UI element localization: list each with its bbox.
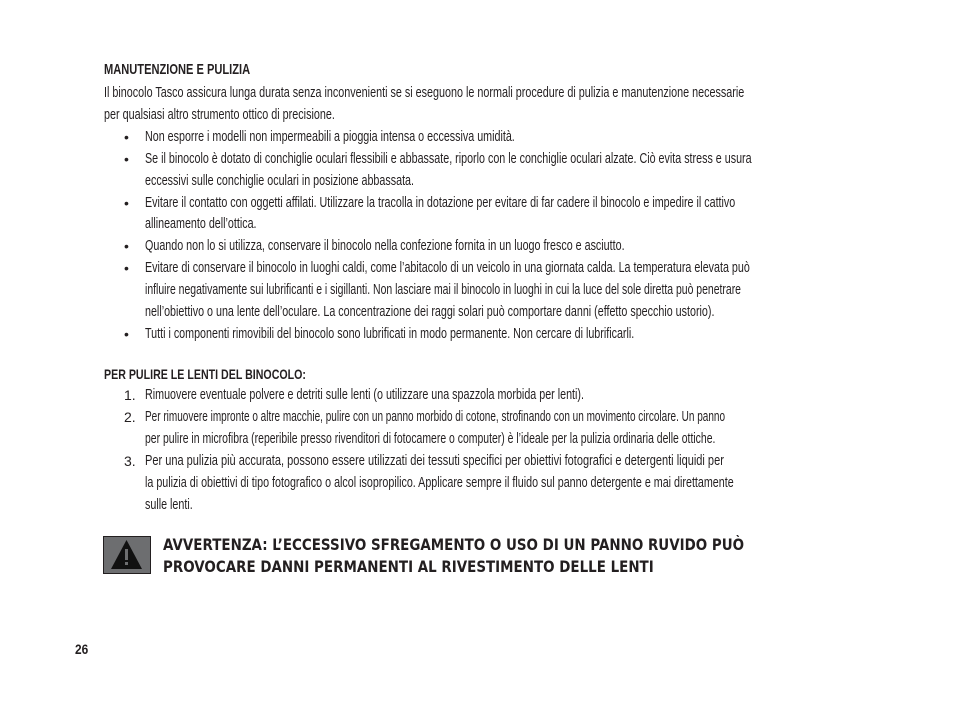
numbered-line: per pulire in microfibra (reperibile presso rivenditori di fotocamere o computer) è l’ideale per la pulizia ordinaria delle ottiche. <box>145 431 716 447</box>
bullet-marker: • <box>124 129 129 145</box>
item-number: 2. <box>124 409 136 425</box>
intro-line: per qualsiasi altro strumento ottico di precisione. <box>104 107 335 123</box>
section-heading-cleaning <box>104 364 370 384</box>
bullet-line: Evitare di conservare il binocolo in luoghi caldi, come l’abitacolo di un veicolo in una giornata calda. La temperatura elevata può <box>145 260 750 276</box>
section-heading-text: PER PULIRE LE LENTI DEL BINOCOLO: <box>104 366 306 382</box>
bullet-marker: • <box>124 238 129 254</box>
bullet-line: Evitare il contatto con oggetti affilati. Utilizzare la tracolla in dotazione per evitare di far cadere il binocolo e impedire il cattivo <box>145 195 736 211</box>
numbered-line: la pulizia di obiettivi di tipo fotografico o alcol isopropilico. Applicare sempre il fluido sul panno detergente e mai direttamente <box>145 475 734 491</box>
numbered-line: Per rimuovere impronte o altre macchie, pulire con un panno morbido di cotone, strofinando con un movimento circolare. Un panno <box>145 409 726 425</box>
page-number: 26 <box>75 641 89 657</box>
warning-line: PROVOCARE DANNI PERMANENTI AL RIVESTIMENTO DELLE LENTI <box>163 557 654 576</box>
item-number: 3. <box>124 453 136 469</box>
intro-line: Il binocolo Tasco assicura lunga durata senza inconvenienti se si eseguono le normali procedure di pulizia e manutenzione necessarie <box>104 85 745 101</box>
section-heading-maintenance <box>104 60 302 80</box>
numbered-line: Rimuovere eventuale polvere e detriti sulle lenti (o utilizzare una spazzola morbida per lenti). <box>145 387 584 403</box>
bullet-line: nell’obiettivo o una lente dell’oculare. La concentrazione dei raggi solari può comportare danni (effetto specchio ustorio). <box>145 304 715 320</box>
bullet-line: eccessivi sulle conchiglie oculari in posizione abbassata. <box>145 173 415 189</box>
bullet-marker: • <box>124 326 129 342</box>
item-number: 1. <box>124 387 136 403</box>
numbered-line: sulle lenti. <box>145 497 193 513</box>
warning-triangle-icon <box>103 536 151 574</box>
bullet-line: Non esporre i modelli non impermeabili a pioggia intensa o eccessiva umidità. <box>145 129 515 145</box>
bullet-marker: • <box>124 151 129 167</box>
bullet-marker: • <box>124 195 129 211</box>
section-heading-text: MANUTENZIONE E PULIZIA <box>104 61 251 78</box>
warning-line: AVVERTENZA: L’ECCESSIVO SFREGAMENTO O USO DI UN PANNO RUVIDO PUÒ <box>163 535 745 554</box>
bullet-line: Se il binocolo è dotato di conchiglie oculari flessibili e abbassate, riporlo con le conchiglie oculari alzate. Ciò evita stress e usura <box>145 151 752 167</box>
numbered-line: Per una pulizia più accurata, possono essere utilizzati dei tessuti specifici per obiettivi fotografici e detergenti liquidi per <box>145 453 724 469</box>
bullet-line: Tutti i componenti rimovibili del binocolo sono lubrificati in modo permanente. Non cercare di lubrificarli. <box>145 326 635 342</box>
bullet-line: influire negativamente sui lubrificanti e i sigillanti. Non lasciare mai il binocolo in luoghi in cui la luce del sole diretta può penetrare <box>145 282 741 298</box>
bullet-marker: • <box>124 260 129 276</box>
bullet-line: allineamento dell’ottica. <box>145 216 257 232</box>
bullet-line: Quando non lo si utilizza, conservare il binocolo nella confezione fornita in un luogo fresco e asciutto. <box>145 238 625 254</box>
